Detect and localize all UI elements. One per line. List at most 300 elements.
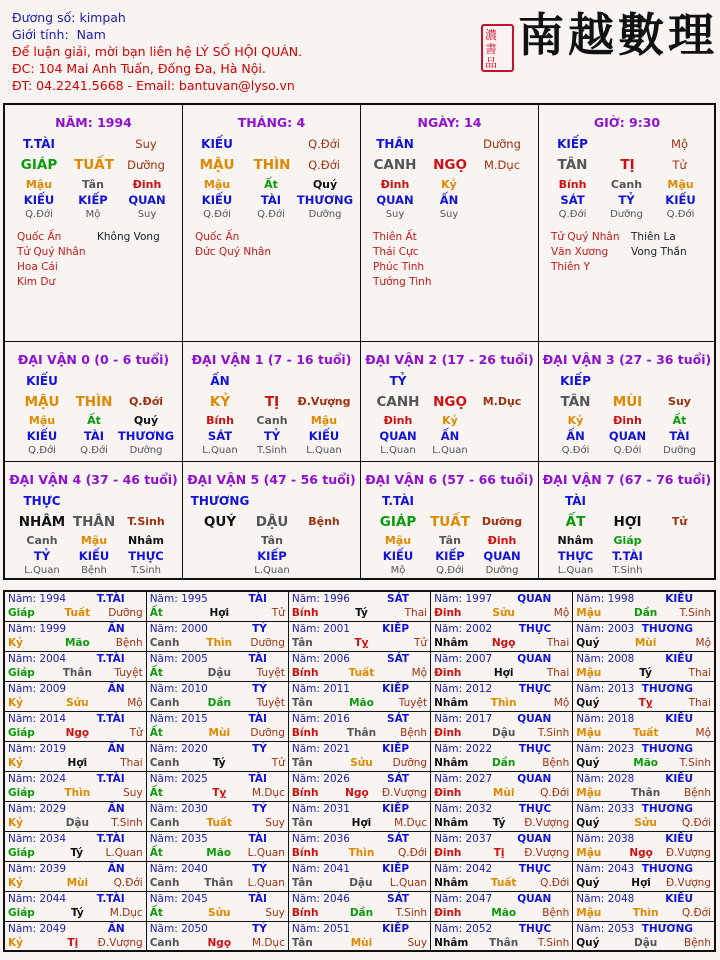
year-line <box>292 772 427 786</box>
year-cell <box>573 621 715 651</box>
year-line <box>434 712 569 726</box>
star-item: Không Vong <box>97 231 160 243</box>
pillar-stars-left <box>373 230 431 290</box>
hidden-state: Mộ <box>390 565 406 576</box>
year-label: Năm: 2050 <box>149 922 208 935</box>
hidden-stem: Ất <box>672 414 687 427</box>
year-god: T.TÀI <box>96 712 125 725</box>
hidden-stem: Bính <box>558 178 587 191</box>
year-pillar <box>434 816 569 830</box>
year-stem: Bính <box>291 607 319 619</box>
hidden-state: L.Quan <box>202 445 238 456</box>
year-line <box>292 712 427 726</box>
year-stem: Đinh <box>434 786 462 799</box>
year-branch: Hợi <box>631 876 651 889</box>
year-row <box>4 891 715 921</box>
year-label: Năm: 2047 <box>434 892 493 905</box>
year-branch: Hợi <box>67 756 88 769</box>
year-stem: Nhâm <box>434 696 469 709</box>
dai-van-title: ĐẠI VẬN 2 (17 - 26 tuổi) <box>365 352 534 367</box>
year-pillar <box>292 726 427 740</box>
year-state: Đ.Vượng <box>665 876 711 889</box>
year-cell <box>431 711 573 741</box>
year-label: Năm: 2052 <box>434 922 493 935</box>
hidden-god: TỶ <box>618 193 635 207</box>
year-line <box>434 742 569 756</box>
year-branch: Tý <box>355 607 368 619</box>
contact-address: ĐC: 104 Mai Anh Tuấn, Đống Đa, Hà Nội. <box>12 61 266 76</box>
year-cell <box>288 921 430 951</box>
hidden-god: QUAN <box>376 193 414 207</box>
year-cell <box>146 621 288 651</box>
year-state: Q.Đới <box>681 906 711 919</box>
year-state: L.Quan <box>389 876 428 889</box>
year-god: THỰC <box>518 622 552 635</box>
year-branch: Ngọ <box>491 636 516 649</box>
star-item: Thái Cực <box>373 246 419 258</box>
seal-stamp: 濃 書 品 <box>481 24 514 72</box>
year-state: Tuyệt <box>114 666 143 679</box>
hidden-god: KIẾU <box>201 193 233 207</box>
year-god: TỶ <box>252 862 267 875</box>
year-god: TỶ <box>252 622 267 635</box>
year-label: Năm: 2028 <box>576 772 635 785</box>
pillar-title: NGÀY: 14 <box>417 115 482 130</box>
year-line <box>150 862 285 876</box>
dai-van-state: Q.Đới <box>128 395 164 408</box>
year-branch: Tuất <box>632 726 659 739</box>
year-god: THƯƠNG <box>641 862 693 875</box>
year-state: Q.Đới <box>397 846 428 859</box>
hidden-state: Q.Đới <box>558 209 587 220</box>
year-cell <box>431 741 573 771</box>
year-state: L.Quan <box>105 846 143 859</box>
hidden-stem: Mậu <box>667 178 694 191</box>
year-branch: Thìn <box>64 786 91 799</box>
hidden-state: Dưỡng <box>129 445 163 456</box>
dai-van-6 <box>361 462 539 580</box>
year-state: Bệnh <box>400 726 428 739</box>
dai-van-state: Suy <box>668 395 691 408</box>
year-pillar <box>150 696 285 710</box>
year-line <box>150 682 285 696</box>
year-label: Năm: 2044 <box>8 892 67 905</box>
hidden-state: Q.Đới <box>257 209 285 220</box>
year-stem: Bính <box>291 906 319 919</box>
year-line <box>434 862 569 876</box>
year-god: KIẾU <box>665 593 693 605</box>
year-cell <box>146 711 288 741</box>
year-stem: Đinh <box>434 666 462 679</box>
year-stem: Canh <box>149 936 180 949</box>
year-stem: Đinh <box>434 607 462 619</box>
year-label: Năm: 1994 <box>8 593 67 605</box>
year-line <box>292 592 427 606</box>
year-stem: Tân <box>291 816 313 829</box>
hidden-stem: Đinh <box>613 414 642 427</box>
year-cell <box>146 771 288 801</box>
dai-van-2 <box>361 342 539 462</box>
year-branch: Sửu <box>66 696 89 709</box>
dai-van-title: ĐẠI VẬN 3 (27 - 36 tuổi) <box>542 352 712 367</box>
year-pillar <box>8 936 143 950</box>
year-line <box>8 742 143 756</box>
hidden-stem: Mậu <box>384 534 412 547</box>
year-row <box>4 801 715 831</box>
year-label: Năm: 2043 <box>576 862 635 875</box>
dai-van-god: THỰC <box>23 494 61 508</box>
year-line <box>8 772 143 786</box>
pillar-branch-state: Q.Đới <box>308 158 340 172</box>
year-pillar <box>8 846 143 860</box>
year-god: KIẾU <box>665 772 693 785</box>
year-god: TÀI <box>248 712 267 725</box>
year-state: Mộ <box>695 726 711 739</box>
year-pillar <box>292 936 427 950</box>
year-cell <box>146 831 288 861</box>
year-cell <box>288 741 430 771</box>
hidden-state: L.Quan <box>432 445 468 456</box>
year-stem: Giáp <box>8 607 35 619</box>
year-stem: Mậu <box>576 846 602 859</box>
year-stem: Nhâm <box>434 756 469 769</box>
year-stem: Giáp <box>8 666 35 679</box>
year-label: Năm: 2049 <box>8 922 67 935</box>
hidden-state: Q.Đới <box>436 565 464 576</box>
year-branch: Thìn <box>490 696 517 709</box>
year-stem: Giáp <box>8 906 35 919</box>
year-god: THỰC <box>518 802 552 815</box>
hidden-god: QUAN <box>608 429 647 443</box>
year-state: Dưỡng <box>108 607 143 619</box>
year-pillar <box>292 876 427 890</box>
year-branch: Tỵ <box>638 696 653 709</box>
pillar-stem: CANH <box>373 157 417 173</box>
year-line <box>292 652 427 666</box>
dai-van-state: Tử <box>671 515 688 528</box>
year-god: THỰC <box>518 862 552 875</box>
year-state: Tử <box>271 607 285 619</box>
hidden-god: ẤN <box>439 193 459 207</box>
year-cell <box>431 681 573 711</box>
year-pillar <box>576 756 711 770</box>
year-stem: Giáp <box>8 846 35 859</box>
year-stem: Kỷ <box>8 876 23 889</box>
year-cell <box>146 891 288 921</box>
year-stem: Tân <box>291 636 313 649</box>
year-state: Suy <box>265 816 285 829</box>
dai-van-branch: THÌN <box>75 394 113 410</box>
dai-van-title: ĐẠI VẬN 1 (7 - 16 tuổi) <box>191 352 352 367</box>
year-pillar <box>8 786 143 800</box>
year-stem: Mậu <box>576 906 602 919</box>
hidden-stem: Kỷ <box>567 414 584 427</box>
pillar-branch-state: Tử <box>672 158 687 172</box>
year-pillar <box>434 636 569 650</box>
year-state: Dưỡng <box>250 726 285 739</box>
year-line <box>576 622 711 636</box>
year-cell <box>146 741 288 771</box>
year-cell <box>4 681 146 711</box>
pillar-title: GIỜ: 9:30 <box>593 115 661 130</box>
year-cell <box>288 801 430 831</box>
year-cell <box>431 591 573 621</box>
year-branch: Thìn <box>348 846 375 859</box>
pillar-god: T.TÀI <box>23 137 55 151</box>
year-cell <box>146 861 288 891</box>
year-branch: Dậu <box>207 666 231 679</box>
star-item: Quốc Ấn <box>195 231 240 243</box>
star-item: Hoa Cái <box>17 261 58 273</box>
year-stem: Ất <box>149 666 163 679</box>
year-pillar <box>150 816 285 830</box>
year-stem: Ất <box>149 846 163 859</box>
year-pillar <box>292 696 427 710</box>
year-state: Tử <box>129 726 143 739</box>
year-label: Năm: 2006 <box>291 652 350 665</box>
year-label: Năm: 2014 <box>8 712 67 725</box>
year-pillar <box>576 666 711 680</box>
year-state: Đ.Vượng <box>665 846 711 859</box>
year-line <box>8 802 143 816</box>
year-row <box>4 621 715 651</box>
pillar-stars-right <box>97 230 160 245</box>
hidden-state: Dưỡng <box>485 565 519 576</box>
year-cell <box>146 651 288 681</box>
hidden-state: Dưỡng <box>610 209 643 220</box>
year-pillar <box>576 606 711 620</box>
year-label: Năm: 2045 <box>149 892 208 905</box>
year-pillar <box>292 756 427 770</box>
year-stem: Quý <box>576 876 600 889</box>
year-line <box>292 802 427 816</box>
year-line <box>576 922 711 936</box>
hidden-god: TÀI <box>260 193 282 207</box>
year-stem: Nhâm <box>434 636 469 649</box>
year-state: T.Sinh <box>679 607 711 619</box>
year-row <box>4 741 715 771</box>
dai-van-stem: QUÝ <box>203 514 237 530</box>
year-pillar <box>434 606 569 620</box>
year-stem: Tân <box>291 696 313 709</box>
year-cell <box>4 831 146 861</box>
year-label: Năm: 2005 <box>149 652 208 665</box>
pillar-2 <box>361 105 539 342</box>
year-god: QUAN <box>517 832 552 845</box>
year-label: Năm: 2033 <box>576 802 635 815</box>
year-cell <box>4 861 146 891</box>
year-stem: Mậu <box>576 666 602 679</box>
year-line <box>434 592 569 606</box>
year-line <box>434 832 569 846</box>
year-state: T.Sinh <box>395 906 428 919</box>
year-label: Năm: 2007 <box>434 652 493 665</box>
year-state: Suy <box>123 786 143 799</box>
year-god: ẤN <box>107 682 125 695</box>
year-label: Năm: 2036 <box>291 832 350 845</box>
year-line <box>576 682 711 696</box>
year-god: SÁT <box>387 772 410 785</box>
year-state: Tuyệt <box>398 696 428 709</box>
dai-van-branch: HỢI <box>613 514 642 530</box>
year-branch: Thân <box>631 786 661 799</box>
year-state: Tử <box>271 756 285 769</box>
year-god: THỰC <box>518 682 552 695</box>
year-state: Thai <box>546 666 570 679</box>
year-stem: Canh <box>149 756 180 769</box>
star-item: Thiên La <box>631 231 676 243</box>
year-branch: Dậu <box>349 876 373 889</box>
year-stem: Ất <box>149 726 163 739</box>
year-label: Năm: 2016 <box>291 712 350 725</box>
year-label: Năm: 2027 <box>434 772 493 785</box>
year-branch: Tỵ <box>212 786 227 799</box>
year-pillar <box>150 726 285 740</box>
year-label: Năm: 1999 <box>8 622 67 635</box>
hidden-state: Q.Đới <box>25 209 53 220</box>
dai-van-god: TỶ <box>389 374 407 388</box>
year-cell <box>288 651 430 681</box>
year-god: THƯƠNG <box>641 742 693 755</box>
year-cell <box>4 621 146 651</box>
year-cell <box>288 621 430 651</box>
year-label: Năm: 2025 <box>149 772 208 785</box>
year-line <box>150 742 285 756</box>
year-pillar <box>8 636 143 650</box>
hidden-stem: Tân <box>439 534 461 547</box>
pillar-god-state: Q.Đới <box>308 137 340 151</box>
year-pillar <box>8 816 143 830</box>
year-pillar <box>434 906 569 920</box>
year-label: Năm: 1995 <box>149 593 208 605</box>
year-line <box>576 712 711 726</box>
dai-van-branch: THÂN <box>72 514 116 530</box>
year-line <box>434 622 569 636</box>
year-state: Đ.Vượng <box>97 936 143 949</box>
hidden-stem: Canh <box>610 178 643 191</box>
year-cell <box>573 921 715 951</box>
star-item: Quốc Ấn <box>17 231 62 243</box>
hidden-state: Suy <box>385 209 405 220</box>
year-label: Năm: 2048 <box>576 892 635 905</box>
year-pillar <box>576 636 711 650</box>
year-label: Năm: 2030 <box>149 802 208 815</box>
year-branch: Thân <box>204 876 234 889</box>
hidden-god: ẤN <box>566 429 585 443</box>
hidden-god: THƯƠNG <box>117 429 175 443</box>
owner-value: kimpah <box>79 10 126 25</box>
year-god: KIẾU <box>665 652 693 665</box>
pillar-god: KIẾU <box>201 137 233 151</box>
dai-van-state: T.Sinh <box>127 515 165 528</box>
year-state: Q.Đới <box>540 876 570 889</box>
year-cell <box>573 591 715 621</box>
year-state: Bệnh <box>684 786 711 799</box>
year-god: TÀI <box>248 652 267 665</box>
year-branch: Mùi <box>492 786 515 799</box>
year-god: TỶ <box>252 682 267 695</box>
year-label: Năm: 2042 <box>434 862 493 875</box>
year-state: Q.Đới <box>540 786 570 799</box>
pillar-title: THÁNG: 4 <box>237 115 306 130</box>
year-branch: Tý <box>212 756 226 769</box>
year-pillar <box>150 876 285 890</box>
year-cell <box>573 861 715 891</box>
year-label: Năm: 2026 <box>291 772 350 785</box>
year-line <box>8 922 143 936</box>
dai-van-state: M.Dục <box>482 395 522 408</box>
hidden-god: SÁT <box>207 429 233 443</box>
dai-van-stem: ẤT <box>565 514 586 530</box>
year-god: KIẾP <box>382 742 410 755</box>
year-cell <box>4 711 146 741</box>
dai-van-stem: TÂN <box>560 394 591 410</box>
year-cell <box>288 771 430 801</box>
hidden-stem: Quý <box>133 414 159 427</box>
pillar-branch: NGỌ <box>433 157 467 173</box>
year-stem: Canh <box>149 636 180 649</box>
year-branch: Tỵ <box>354 636 369 649</box>
year-cell <box>573 711 715 741</box>
year-cell <box>431 771 573 801</box>
hidden-stem: Tân <box>82 178 104 191</box>
year-stem: Tân <box>291 936 313 949</box>
year-pillar <box>8 906 143 920</box>
year-state: Mộ <box>553 607 570 619</box>
year-branch: Thân <box>62 666 92 679</box>
hidden-stem: Mậu <box>25 178 53 191</box>
pillar-branch: TUẤT <box>74 157 114 173</box>
year-label: Năm: 2032 <box>434 802 493 815</box>
year-branch: Dần <box>349 906 374 919</box>
hidden-state: Dưỡng <box>663 445 696 456</box>
year-branch: Tị <box>493 846 505 859</box>
year-line <box>434 682 569 696</box>
year-line <box>434 802 569 816</box>
year-stem: Kỷ <box>8 696 23 709</box>
year-cell <box>288 891 430 921</box>
year-line <box>576 742 711 756</box>
year-state: Thai <box>688 666 711 679</box>
year-branch: Thìn <box>632 906 659 919</box>
pillar-god-state: Suy <box>135 137 157 151</box>
year-label: Năm: 2051 <box>291 922 350 935</box>
year-branch: Mùi <box>634 636 657 649</box>
dai-van-stem: KỶ <box>209 394 231 410</box>
year-stem: Nhâm <box>434 876 469 889</box>
star-item: Kim Dư <box>17 276 56 288</box>
year-god: SÁT <box>387 832 410 845</box>
year-branch: Tị <box>67 936 79 949</box>
hidden-state: Q.Đới <box>613 445 642 456</box>
hidden-state: T.Sinh <box>131 565 161 576</box>
year-state: L.Quan <box>247 876 285 889</box>
year-label: Năm: 2029 <box>8 802 67 815</box>
year-stem: Quý <box>576 816 600 829</box>
hidden-god: SÁT <box>560 193 585 207</box>
year-label: Năm: 2034 <box>8 832 67 845</box>
year-state: Đ.Vượng <box>524 816 570 829</box>
pillar-0 <box>5 105 183 342</box>
year-god: THỰC <box>518 742 552 755</box>
year-cell <box>573 891 715 921</box>
year-line <box>576 592 711 606</box>
hidden-state: Q.Đới <box>666 209 695 220</box>
year-state: Mộ <box>411 666 428 679</box>
year-cell <box>288 681 430 711</box>
pillar-branch-state: Dưỡng <box>127 158 165 172</box>
year-line <box>8 682 143 696</box>
